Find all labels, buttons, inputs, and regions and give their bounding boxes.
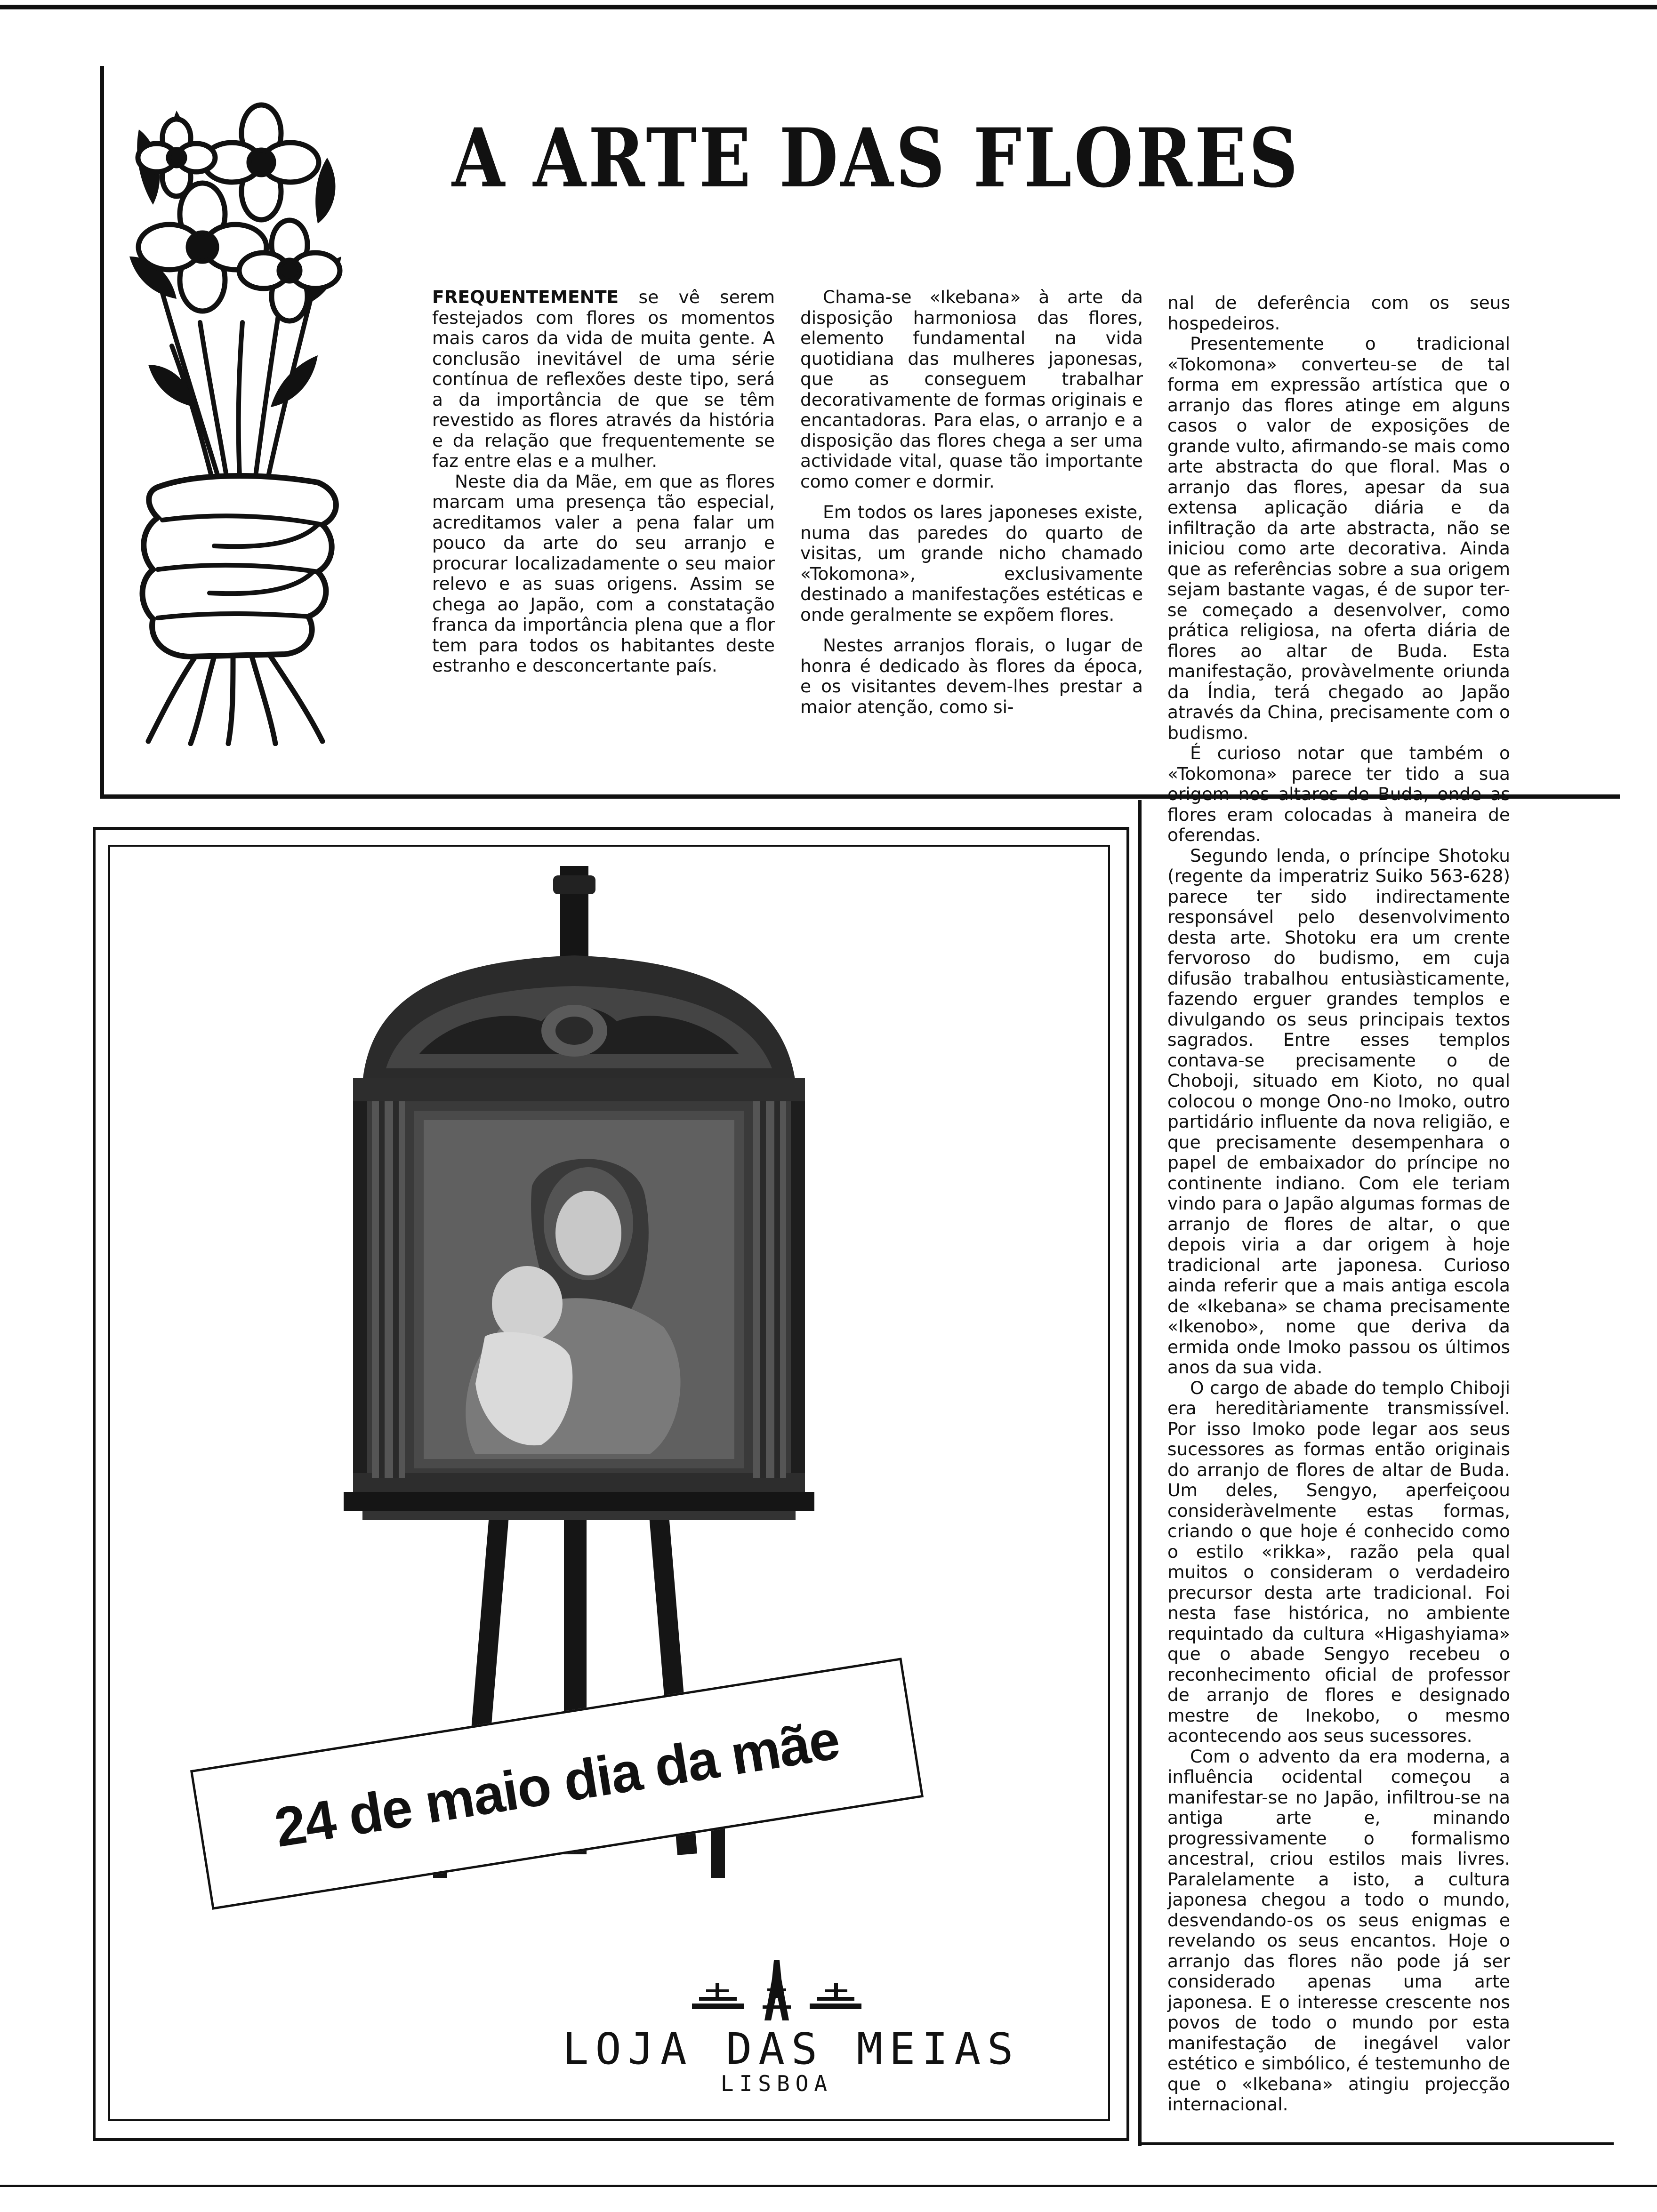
column-1-paragraph-1: FREQUENTEMENTE se vê serem festejados com flores os momentos mais caros da vida de muita gente. A conclusão inevitável de uma série contínua de reflexões deste tipo, será a da importância de que se têm revestido as flores através da história e da relação que frequentemente se faz entre elas e a mulher. [432,287,775,471]
column-3-paragraph-2: Presentemente o tradicional «Tokomona» converteu-se de tal forma em expressão artística que o arranjo das flores atinge em alguns casos o valor de exposições de grande vulto, afirmando-se mais como arte abstracta do que floral. Mas o arranjo das flores, apesar da sua extensa aplicação diária e da infiltração da arte abstracta, não se iniciou como arte decorativa. Ainda que as referências sobre a sua origem sejam bastante vagas, é de supor ter-se começado a desenvolver, como prática religiosa, na oferta diária de flores ao altar de Buda. Esta manifestação, provàvelmente oriunda da Índia, terá chegado ao Japão através da China, precisamente com o budismo. [1167,333,1510,743]
column-3-paragraph-4: Segundo lenda, o príncipe Shotoku (regente da imperatriz Suiko 563-628) parece ter sido indirectamente responsável pelo desenvolvimento desta arte. Shotoku era um crente fervoroso do budismo, em cuja difusão trabalhou entusiàsticamente, fazendo erguer grandes templos e divulgando os seus principais textos sagrados. Entre esses templos contava-se precisamente o de Choboji, situado em Kioto, no qual colocou o monge Ono-no Imoko, outro partidário influente da nova religião, e que precisamente desempenhara o papel de embaixador do príncipe no continente indiano. Com ele teriam vindo para o Japão algumas formas de arranjo de flores de altar, o que depois viria a dar origem à hoje tradicional arte japonesa. Curioso ainda referir que a mais antiga escola de «Ikebana» se chama precisamente «Ikenobo», nome que deriva da ermida onde Imoko passou os últimos anos da sua vida. [1167,845,1510,1378]
column-3-paragraph-3: É curioso notar que também o «Tokomona» parece ter tido a sua origem nos altares de Buda, onde as flores eram colocadas à maneira de oferendas. [1167,743,1510,845]
column-3-left-rule [1138,800,1142,2146]
article-column-1 [432,287,775,676]
brand-city: LISBOA [720,2071,833,2096]
lead-word: FREQUENTEMENTE [432,287,619,307]
article-column-2 [800,287,1143,717]
column-2-paragraph-1: Chama-se «Ikebana» à arte da disposição harmoniosa das flores, elemento fundamental na vida quotidiana das mulheres japonesas, que as conseguem trabalhar decorativamente de formas originais e encantadoras. Para elas, o arranjo e a disposição das flores chega a ser uma actividade vital, quase tão importante como comer e dormir. [800,287,1143,492]
article-column-3 [1167,293,1510,2115]
bottom-rule [0,2185,1657,2187]
column-3-paragraph-1: nal de deferência com os seus hospedeiros. [1167,292,1510,334]
column-3-paragraph-5: O cargo de abade do templo Chiboji era hereditàriamente transmissível. Por isso Imoko pode legar aos seus sucessores as formas então originais do arranjo de flores de altar de Buda. Um deles, Sengyo, aperfeiçoou consideràvelmente estas formas, criando o que hoje é conhecido como o estilo «rikka», razão pela qual muitos o consideram o verdadeiro precursor desta arte tradicional. Foi nesta fase histórica, no ambiente requintado da cultura «Higashyiama» que o abade Sengyo recebeu o reconhecimento oficial de professor de arranjo de flores e designado mestre de Inekobo, o mesmo acontecendo aos seus sucessores. [1167,1377,1510,1746]
column-3-bottom-rule [1138,2142,1614,2145]
brand-name: LOJA DAS MEIAS [563,2024,1020,2074]
advert-banner-text: 24 de maio dia da mãe [270,1708,844,1859]
column-3-paragraph-6: Com o advento da era moderna, a influência ocidental começou a manifestar-se no Japão, infiltrou-se na antiga arte e, minando progressivamente o formalismo ancestral, criou estilos mais livres. Paralelamente a isto, a cultura japonesa chegou a todo o mundo, desvendando-os os seus enigmas e revelando os seus encantos. Hoje o arranjo das flores não pode já ser considerado apenas uma arte japonesa. E o interesse crescente nos povos de todo o mundo por esta manifestação de inegável valor estético e simbólico, é testemunho de que o «Ikebana» atingiu projecção internacional. [1167,1746,1510,2115]
flower-bouquet-illustration [120,101,351,746]
column-1-paragraph-2: Neste dia da Mãe, em que as flores marcam uma presença tão especial, acreditamos valer a pena falar um pouco da arte do seu arranjo e procurar localizadamente o seu maior relevo e as suas origens. Assim se chega ao Japão, com a constatação franca da importância plena que a flor tem para todos os habitantes deste estranho e desconcertante país. [432,471,775,676]
column-2-paragraph-2: Em todos os lares japoneses existe, numa das paredes do quarto de visitas, um grande nicho chamado «Tokomona», exclusivamente destinado a manifestações estéticas e onde geralmente se expõem flores. [800,502,1143,625]
headline: A ARTE DAS FLORES [452,110,1301,206]
eiffel-tower-logo-icon [654,1960,899,2026]
top-rule [0,5,1657,9]
column-2-paragraph-3: Nestes arranjos florais, o lugar de honra é dedicado às flores da época, e os visitantes devem-lhes prestar a maior atenção, como si- [800,635,1143,717]
